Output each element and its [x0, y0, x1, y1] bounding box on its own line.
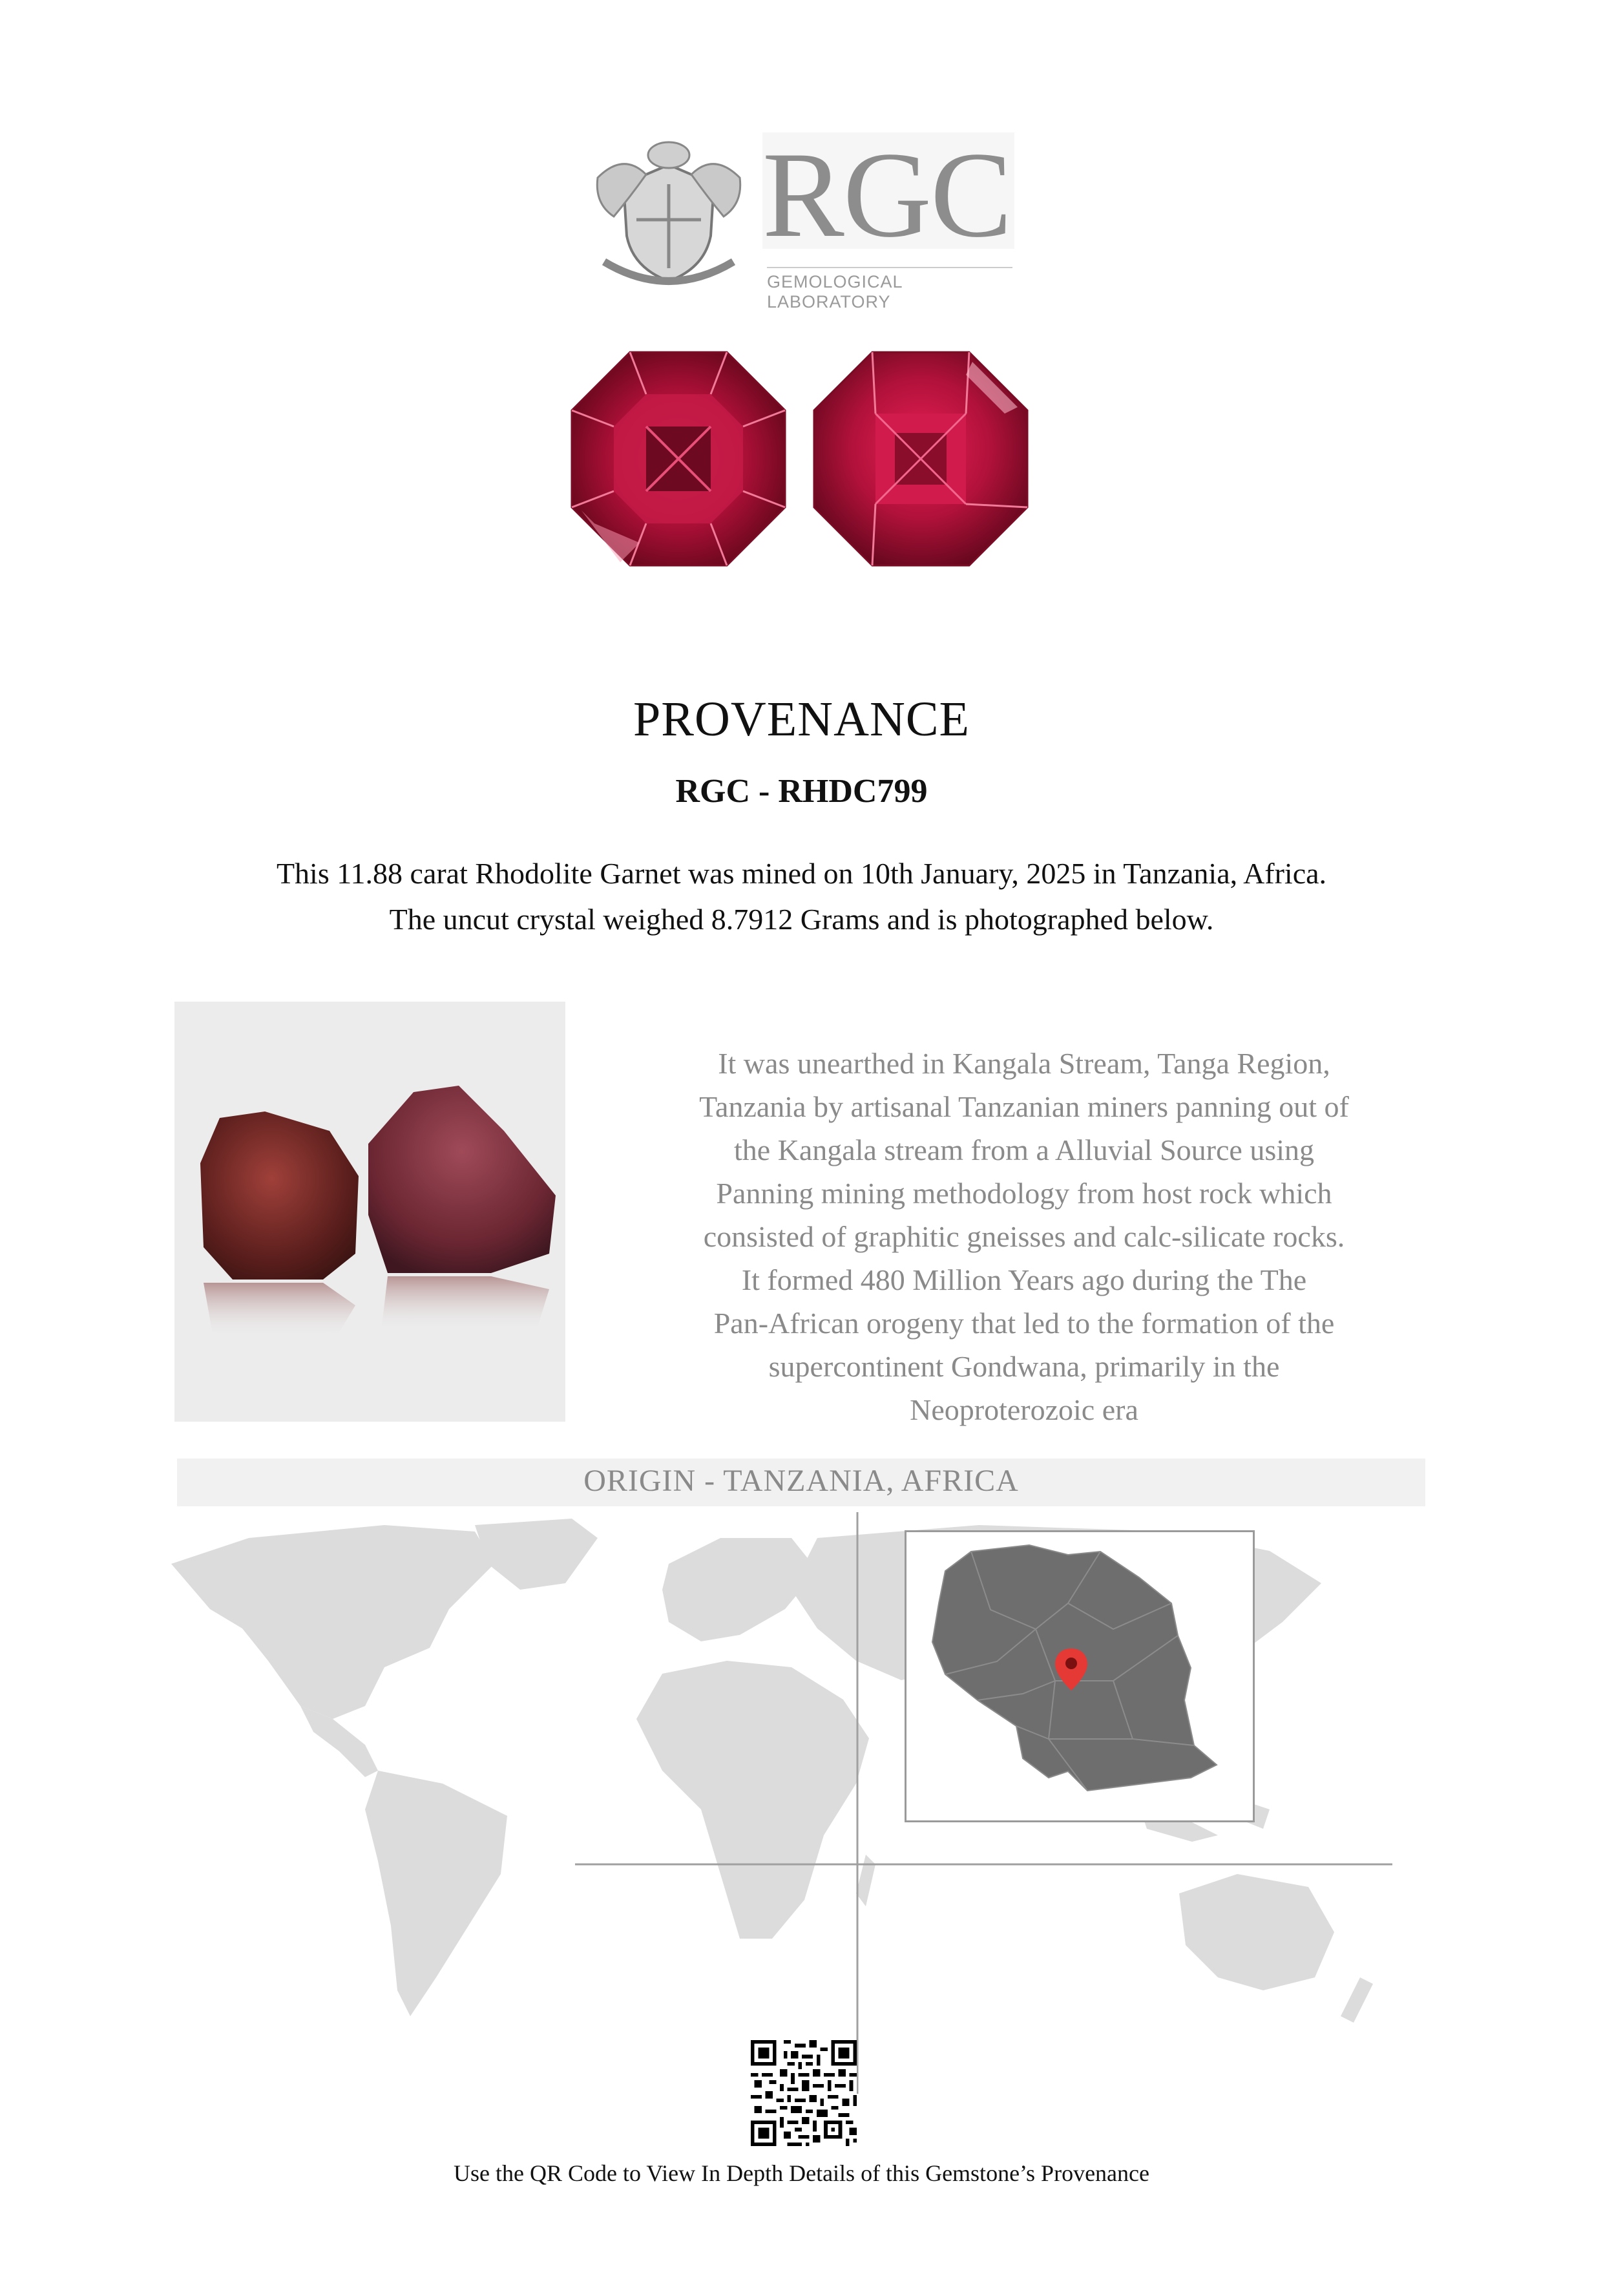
description-line: Panning mining methodology from host rock which: [716, 1177, 1332, 1210]
gem-images: [569, 349, 1034, 569]
logo-letters: RGC: [762, 127, 1011, 263]
description-line: Tanzania by artisanal Tanzanian miners panning out of: [699, 1090, 1349, 1123]
description-line: Pan-African orogeny that led to the formation of the: [713, 1307, 1335, 1340]
description-line: It formed 480 Million Years ago during the The: [741, 1263, 1307, 1296]
intro-line-1: This 11.88 carat Rhodolite Garnet was mined on 10th January, 2025 in Tanzania, Africa.: [276, 857, 1327, 890]
origin-label: ORIGIN - TANZANIA, AFRICA: [583, 1464, 1019, 1498]
tanzania-inset-map: [905, 1530, 1255, 1822]
qr-code[interactable]: [751, 2040, 857, 2146]
description-line: consisted of graphitic gneisses and calc-silicate rocks.: [703, 1220, 1345, 1253]
crest-emblem: [585, 139, 753, 294]
lab-logo: [585, 126, 1011, 311]
intro-line-2: The uncut crystal weighed 8.7912 Grams and is photographed below.: [389, 903, 1214, 936]
description-line: supercontinent Gondwana, primarily in the: [768, 1350, 1280, 1383]
report-reference: RGC - RHDC799: [675, 773, 928, 810]
description-line: Neoproterozoic era: [910, 1393, 1138, 1426]
logo-subtitle: GEMOLOGICAL LABORATORY: [767, 267, 1012, 312]
description-line: It was unearthed in Kangala Stream, Tanga Region,: [718, 1047, 1330, 1080]
gem-image-side: [811, 349, 1031, 569]
gem-image-face-up: [569, 349, 788, 569]
rough-crystal-photo: [174, 1002, 565, 1422]
provenance-description: [643, 1042, 1405, 1431]
page-title: PROVENANCE: [633, 692, 970, 746]
description-line: the Kangala stream from a Alluvial Source using: [733, 1133, 1315, 1166]
qr-instruction: Use the QR Code to View In Depth Details of this Gemstone’s Provenance: [454, 2160, 1149, 2186]
